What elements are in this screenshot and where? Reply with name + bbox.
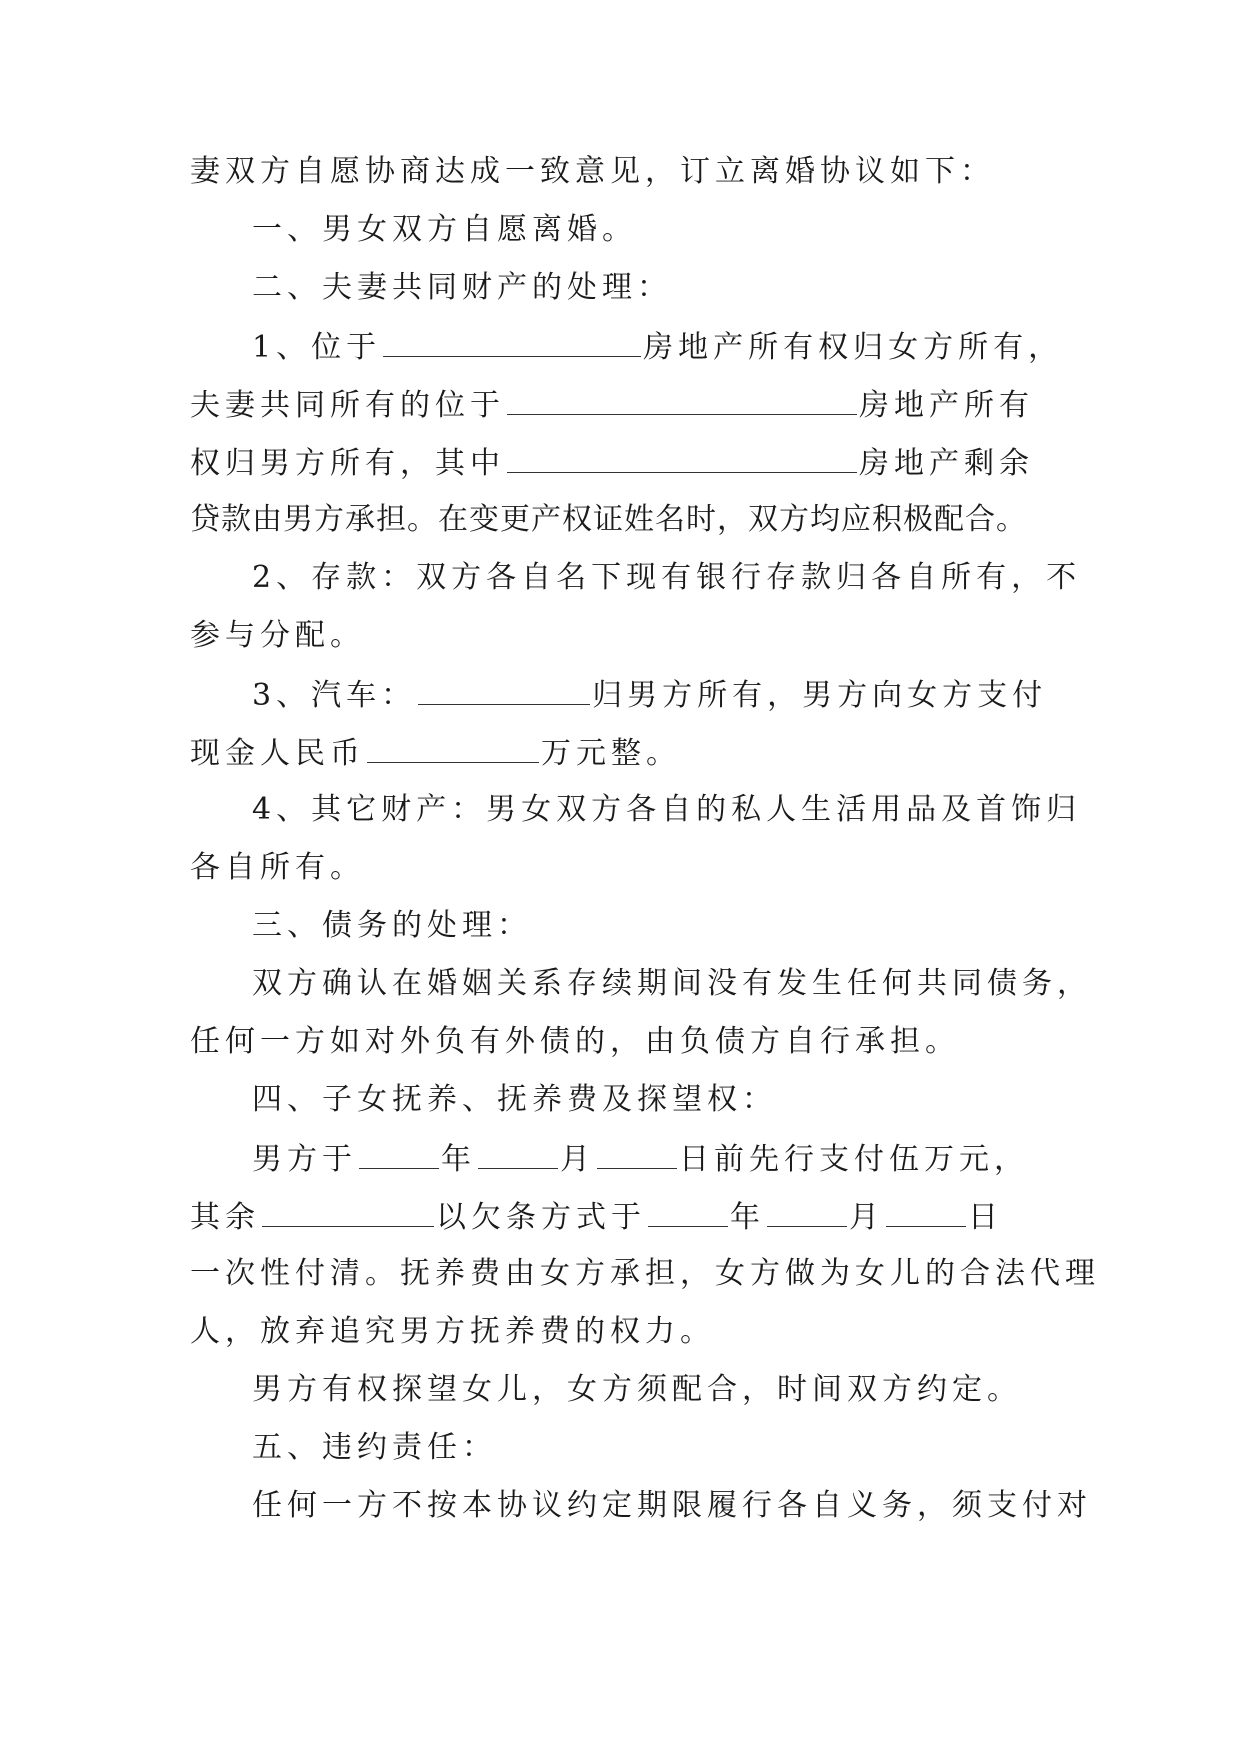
text-line bbox=[252, 1138, 1029, 1180]
text-line: 4、其它财产：男女双方各自的私人生活用品及首饰归 bbox=[252, 792, 1082, 827]
text-fragment: 日 bbox=[968, 1200, 1003, 1235]
fill-blank[interactable] bbox=[383, 326, 641, 357]
fill-blank[interactable] bbox=[262, 1196, 434, 1227]
text-line: 男方有权探望女儿，女方须配合，时间双方约定。 bbox=[252, 1372, 1022, 1407]
text-fragment: 夫妻共同所有的位于 bbox=[190, 388, 505, 423]
text-fragment: 万元整。 bbox=[541, 736, 681, 771]
text-fragment: 权归男方所有，其中 bbox=[190, 446, 505, 481]
text-line: 参与分配。 bbox=[190, 618, 365, 653]
fill-blank[interactable] bbox=[418, 674, 590, 705]
text-fragment: 房地产所有 bbox=[859, 388, 1034, 423]
text-fragment: 3、汽车： bbox=[252, 678, 417, 713]
section-heading: 四、子女抚养、抚养费及探望权： bbox=[252, 1082, 777, 1117]
fill-blank[interactable] bbox=[767, 1196, 847, 1227]
text-fragment: 以欠条方式于 bbox=[436, 1200, 646, 1235]
text-fragment: 1、位于 bbox=[252, 330, 382, 365]
text-line bbox=[252, 326, 1063, 368]
fill-blank[interactable] bbox=[359, 1138, 439, 1169]
text-fragment: 日前先行支付伍万元， bbox=[679, 1142, 1029, 1177]
fill-blank[interactable] bbox=[507, 384, 857, 415]
text-fragment: 年 bbox=[730, 1200, 765, 1235]
text-line bbox=[190, 384, 1034, 426]
text-fragment: 月 bbox=[560, 1142, 595, 1177]
text-line bbox=[252, 674, 1047, 716]
text-line: 一次性付清。抚养费由女方承担，女方做为女儿的合法代理 bbox=[190, 1256, 1100, 1291]
text-line: 各自所有。 bbox=[190, 850, 365, 885]
fill-blank[interactable] bbox=[597, 1138, 677, 1169]
text-line bbox=[190, 732, 681, 774]
fill-blank[interactable] bbox=[478, 1138, 558, 1169]
text-fragment: 年 bbox=[441, 1142, 476, 1177]
section-heading: 五、违约责任： bbox=[252, 1430, 497, 1465]
text-line bbox=[190, 1196, 1003, 1238]
fill-blank[interactable] bbox=[886, 1196, 966, 1227]
text-fragment: 房地产所有权归女方所有， bbox=[643, 330, 1064, 365]
text-line: 贷款由男方承担。在变更产权证姓名时，双方均应积极配合。 bbox=[190, 502, 1027, 537]
text-fragment: 月 bbox=[849, 1200, 884, 1235]
text-line bbox=[190, 442, 1034, 484]
text-fragment: 归男方所有，男方向女方支付 bbox=[592, 678, 1048, 713]
section-heading: 三、债务的处理： bbox=[252, 908, 532, 943]
text-fragment: 男方于 bbox=[252, 1142, 357, 1177]
fill-blank[interactable] bbox=[648, 1196, 728, 1227]
fill-blank[interactable] bbox=[367, 732, 539, 763]
text-line: 2、存款：双方各自名下现有银行存款归各自所有，不 bbox=[252, 560, 1082, 595]
text-line: 人，放弃追究男方抚养费的权力。 bbox=[190, 1314, 715, 1349]
text-line: 任何一方不按本协议约定期限履行各自义务，须支付对 bbox=[252, 1488, 1092, 1523]
text-line: 妻双方自愿协商达成一致意见，订立离婚协议如下： bbox=[190, 154, 995, 189]
text-fragment: 房地产剩余 bbox=[859, 446, 1034, 481]
text-fragment: 现金人民币 bbox=[190, 736, 365, 771]
section-heading: 一、男女双方自愿离婚。 bbox=[252, 212, 637, 247]
text-fragment: 其余 bbox=[190, 1200, 260, 1235]
text-line: 双方确认在婚姻关系存续期间没有发生任何共同债务， bbox=[252, 966, 1092, 1001]
text-line: 任何一方如对外负有外债的，由负债方自行承担。 bbox=[190, 1024, 960, 1059]
fill-blank[interactable] bbox=[507, 442, 857, 473]
section-heading: 二、夫妻共同财产的处理： bbox=[252, 270, 672, 305]
